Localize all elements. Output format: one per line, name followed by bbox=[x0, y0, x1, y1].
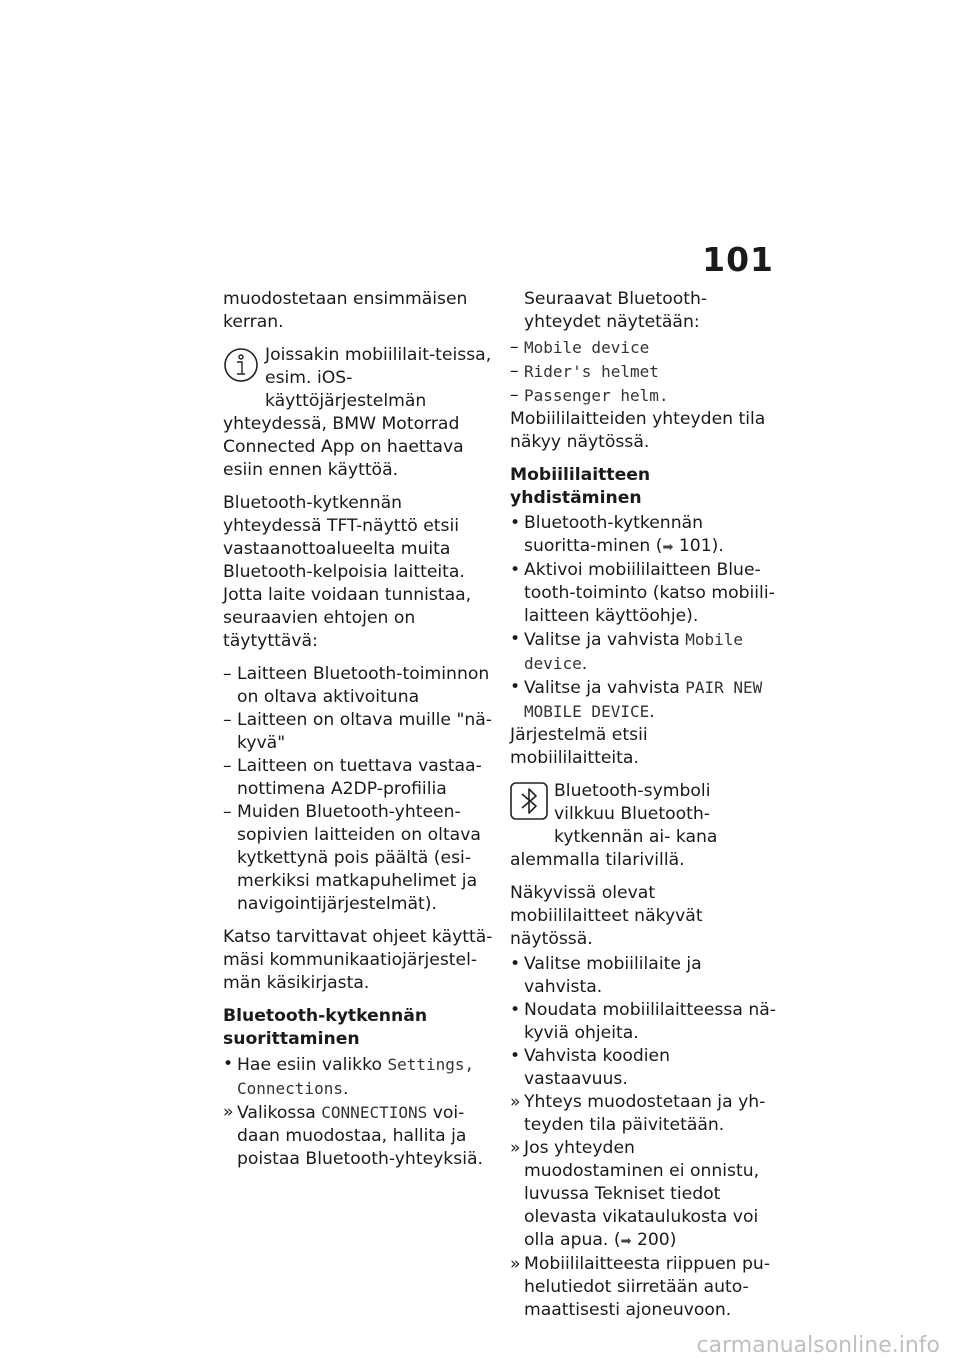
bluetooth-icon bbox=[510, 782, 548, 827]
note-text-rest: kana alemmalla tilarivillä. bbox=[510, 827, 718, 870]
watermark-text: carmanualsonline.info bbox=[696, 1333, 940, 1358]
bluetooth-note bbox=[510, 780, 776, 872]
list-item: – Rider's helmet bbox=[510, 361, 659, 381]
step-item: • Hae esiin valikko Settings, Connections. bbox=[223, 1054, 475, 1099]
page-number: 101 bbox=[702, 240, 774, 279]
footer-watermark bbox=[0, 1314, 960, 1362]
list-item: – Muiden Bluetooth-yhteen-sopivien laitteiden on oltava kytkettynä pois päältä (esi-merkiksi matkapuhelimet ja navigointijärjestelmät). bbox=[223, 802, 481, 914]
result-item: » Yhteys muodostetaan ja yh-teyden tila päivitetään. bbox=[510, 1092, 766, 1135]
devices-intro: Seuraavat Bluetooth-yhteydet näytetään: bbox=[524, 289, 708, 332]
list-item: – Laitteen Bluetooth-toiminnon on oltava aktivoituna bbox=[223, 664, 490, 707]
result-text: Järjestelmä etsii mobiililaitteita. bbox=[510, 725, 648, 768]
info-note bbox=[223, 344, 495, 482]
step-item: • Aktivoi mobiililaitteen Blue-tooth-toiminto (katso mobiili-laitteen käyttöohje). bbox=[510, 560, 775, 626]
note-text-rest: käyttöjärjestelmän yhteydessä, BMW Motorrad Connected App on haettava esiin ennen käyttöä. bbox=[223, 391, 464, 480]
intro-text: muodostetaan ensimmäisen kerran. bbox=[223, 289, 468, 332]
result-item: » Jos yhteyden muodostaminen ei onnistu, luvussa Tekniset tiedot olevasta vikataulukosta voi olla apua. (➡ 200) bbox=[510, 1137, 776, 1253]
visible-devices-paragraph: Näkyvissä olevat mobiililaitteet näkyvät näytössä. bbox=[510, 883, 703, 949]
note-text-start: Joissakin mobiililait-teissa, esim. iOS- bbox=[265, 345, 492, 388]
step-item: • Valitse mobiililaite ja vahvista. bbox=[510, 954, 702, 997]
bluetooth-paragraph: Bluetooth-kytkennän yhteydessä TFT-näyttö etsii vastaanottoalueelta muita Bluetooth-kelpoisia laitteita. Jotta laite voidaan tunnistaa, seuraavien ehtojen on täytyttävä: bbox=[223, 493, 472, 651]
note-text: Bluetooth-symboli vilkkuu Bluetooth-kytkennän ai- bbox=[554, 781, 711, 847]
result-item: » Valikossa CONNECTIONS voi-daan muodostaa, hallita ja poistaa Bluetooth-yhteyksiä. bbox=[223, 1102, 483, 1169]
section-heading: Mobiililaitteen yhdistäminen bbox=[510, 465, 651, 508]
section-heading: Bluetooth-kytkennän suorittaminen bbox=[223, 1006, 428, 1049]
info-icon bbox=[223, 346, 259, 391]
list-item: – Mobile device bbox=[510, 337, 650, 357]
arrow-right-icon: ➡ bbox=[662, 540, 674, 555]
devices-list bbox=[510, 336, 776, 408]
status-paragraph: Mobiililaitteiden yhteyden tila näkyy näytössä. bbox=[510, 409, 766, 452]
right-column bbox=[510, 288, 776, 1322]
step-item: • Valitse ja vahvista Mobile device. bbox=[510, 629, 744, 674]
conditions-list bbox=[223, 663, 495, 916]
step-item: • Vahvista koodien vastaavuus. bbox=[510, 1046, 671, 1089]
arrow-right-icon: ➡ bbox=[620, 1234, 632, 1249]
left-column bbox=[223, 288, 495, 1171]
list-item: – Passenger helm. bbox=[510, 385, 669, 405]
list-item: – Laitteen on oltava muille "nä-kyvä" bbox=[223, 710, 493, 753]
step-item: • Noudata mobiililaitteessa nä-kyviä ohjeita. bbox=[510, 1000, 776, 1043]
list-item: – Laitteen on tuettava vastaa-nottimena A2DP-profiilia bbox=[223, 756, 482, 799]
result-item: » Mobiililaitteesta riippuen pu-helutiedot siirretään auto-maattisesti ajoneuvoon. bbox=[510, 1254, 771, 1320]
manual-paragraph: Katso tarvittavat ohjeet käyttä-mäsi kommunikaatiojärjestel-män käsikirjasta. bbox=[223, 927, 493, 993]
step-item: • Valitse ja vahvista PAIR NEW MOBILE DEVICE. bbox=[510, 677, 763, 722]
step-item: • Bluetooth-kytkennän suoritta-minen (➡ 101). bbox=[510, 512, 776, 559]
